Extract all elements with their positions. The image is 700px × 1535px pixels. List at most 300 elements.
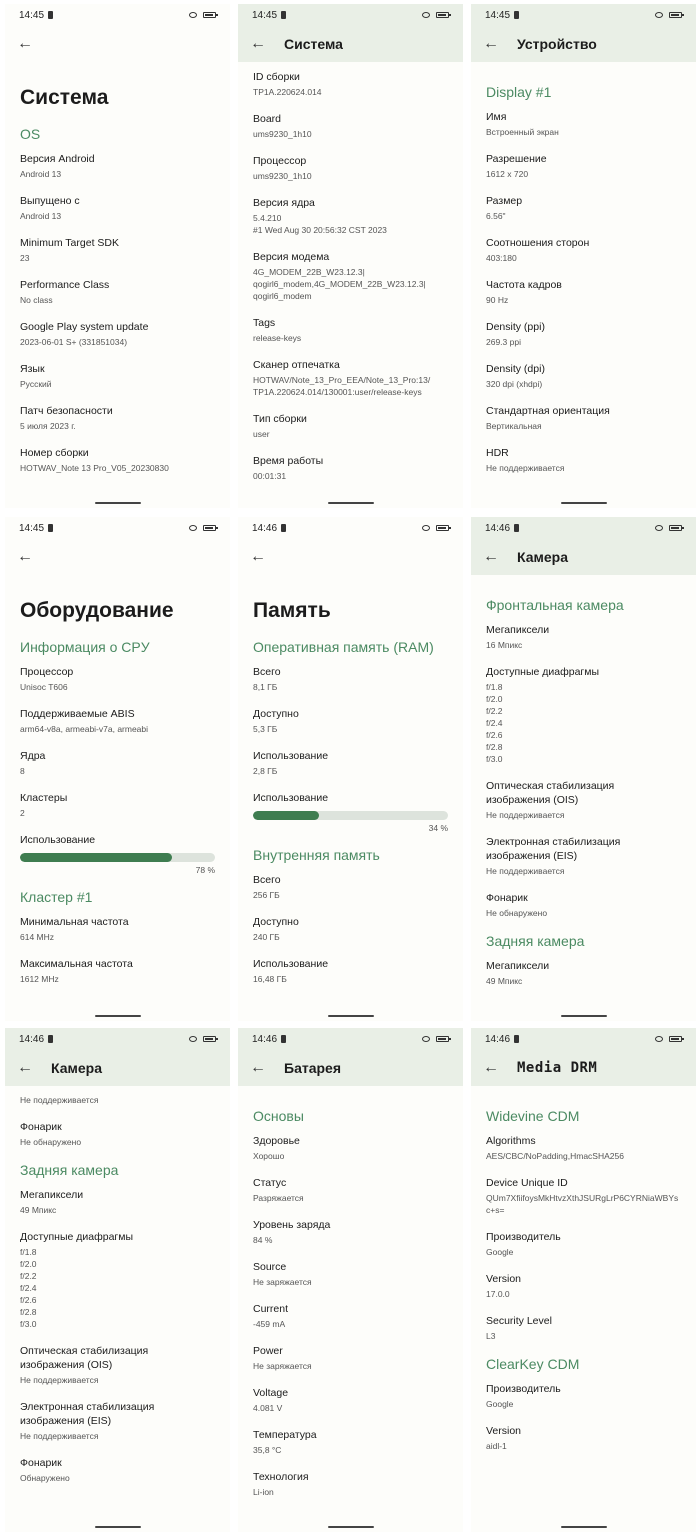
info-item[interactable] xyxy=(238,412,463,440)
lock-icon xyxy=(514,11,519,19)
screen-content xyxy=(238,623,463,985)
screen-panel xyxy=(238,4,463,508)
info-label: Использование xyxy=(253,958,329,970)
info-item[interactable] xyxy=(471,1314,696,1342)
info-value: AES/CBC/NoPadding,HmacSHA256 xyxy=(486,1151,624,1161)
lock-icon xyxy=(281,1035,286,1043)
info-item[interactable] xyxy=(238,1344,463,1372)
info-label: Доступные диафрагмы xyxy=(20,1231,134,1243)
info-label: Размер xyxy=(486,195,523,207)
info-value: 5.4.210 #1 Wed Aug 30 20:56:32 CST 2023 xyxy=(253,213,387,235)
home-indicator[interactable] xyxy=(95,1015,141,1017)
info-item[interactable] xyxy=(471,320,696,348)
screen-title: Память xyxy=(253,599,331,622)
status-bar xyxy=(471,517,696,539)
info-label: Электронная стабилизация изображения (EIS) xyxy=(486,836,621,862)
screen-title: Media DRM xyxy=(517,1060,598,1076)
info-item[interactable] xyxy=(5,707,230,735)
eye-icon xyxy=(189,525,197,531)
info-value: 1612 x 720 xyxy=(486,169,529,179)
app-bar xyxy=(471,26,696,62)
eye-icon xyxy=(422,12,430,18)
info-label: Максимальная частота xyxy=(20,958,133,970)
info-item[interactable] xyxy=(238,250,463,302)
info-item[interactable] xyxy=(471,1176,696,1216)
info-label: Здоровье xyxy=(253,1135,300,1147)
info-value: Google xyxy=(486,1247,514,1257)
info-value: f/1.8 f/2.0 f/2.2 f/2.4 f/2.6 f/2.8 f/3.0 xyxy=(486,682,503,764)
info-label: Производитель xyxy=(486,1231,561,1243)
info-value: 4.081 V xyxy=(253,1403,283,1413)
info-label: Density (dpi) xyxy=(486,363,545,375)
info-item[interactable] xyxy=(238,1260,463,1288)
info-item[interactable] xyxy=(471,1134,696,1162)
info-label: Оптическая стабилизация изображения (OIS) xyxy=(486,780,615,806)
info-value: Не поддерживается xyxy=(20,1431,99,1441)
lock-icon xyxy=(281,524,286,532)
info-item[interactable] xyxy=(5,362,230,390)
info-value: Не поддерживается xyxy=(486,810,565,820)
info-value: 8,1 ГБ xyxy=(253,682,278,692)
info-item[interactable] xyxy=(5,152,230,180)
info-value: 4G_MODEM_22B_W23.12.3| qogirl6_modem,4G_MODEM_22B_W23.12.3| qogirl6_modem xyxy=(253,267,426,301)
info-item[interactable] xyxy=(238,196,463,236)
info-value: 35,8 °C xyxy=(253,1445,282,1455)
info-value: 240 ГБ xyxy=(253,932,280,942)
app-bar xyxy=(471,539,696,575)
info-value: 269.3 ppi xyxy=(486,337,521,347)
usage-progress-bar xyxy=(20,853,215,862)
battery-icon xyxy=(203,12,216,18)
info-item[interactable] xyxy=(5,1230,230,1330)
info-value: Встроенный экран xyxy=(486,127,559,137)
info-item[interactable] xyxy=(471,835,696,877)
info-label: Уровень заряда xyxy=(253,1219,331,1231)
lock-icon xyxy=(48,524,53,532)
status-time: 14:45 xyxy=(252,9,278,21)
home-indicator[interactable] xyxy=(95,1526,141,1528)
info-value: QUm7XfiifoysMkHtvzXthJSURgLrP6CYRNiaWBYsc+s= xyxy=(486,1193,679,1215)
info-label: Использование xyxy=(20,834,96,846)
info-label: Имя xyxy=(486,111,507,123)
battery-icon xyxy=(669,525,682,531)
battery-icon xyxy=(436,525,449,531)
info-item[interactable] xyxy=(238,1470,463,1498)
info-value: L3 xyxy=(486,1331,496,1341)
info-item[interactable] xyxy=(5,957,230,985)
info-label: Voltage xyxy=(253,1387,289,1399)
info-label: Фонарик xyxy=(20,1457,62,1469)
eye-icon xyxy=(655,12,663,18)
screen-content xyxy=(471,1086,696,1452)
info-label: Current xyxy=(253,1303,289,1315)
screen-panel xyxy=(5,517,230,1021)
home-indicator[interactable] xyxy=(561,502,607,504)
info-value: HOTWAV_Note 13 Pro_V05_20230830 xyxy=(20,463,169,473)
info-label: Security Level xyxy=(486,1315,552,1327)
info-item[interactable] xyxy=(5,194,230,222)
info-item[interactable] xyxy=(471,1424,696,1452)
info-item[interactable] xyxy=(471,665,696,765)
info-value: Не поддерживается xyxy=(486,463,565,473)
home-indicator[interactable] xyxy=(95,502,141,504)
home-indicator[interactable] xyxy=(561,1015,607,1017)
info-label: Кластеры xyxy=(20,792,68,804)
screen-panel xyxy=(5,4,230,508)
status-time: 14:45 xyxy=(19,9,45,21)
back-arrow-icon[interactable]: ← xyxy=(483,1059,499,1076)
info-label: Tags xyxy=(253,317,276,329)
info-value: 16 Мпикс xyxy=(486,640,523,650)
info-value: 5 июля 2023 г. xyxy=(20,421,76,431)
app-bar xyxy=(5,1050,230,1086)
screen-panel xyxy=(471,1028,696,1532)
status-bar xyxy=(471,1028,696,1050)
status-bar xyxy=(238,517,463,539)
back-arrow-icon[interactable]: ← xyxy=(17,35,33,52)
info-value: Не заряжается xyxy=(253,1361,312,1371)
info-value: -459 mA xyxy=(253,1319,286,1329)
status-bar xyxy=(5,517,230,539)
usage-percent: 78 % xyxy=(195,865,215,875)
home-indicator[interactable] xyxy=(328,1526,374,1528)
info-item[interactable] xyxy=(5,1456,230,1484)
info-item[interactable] xyxy=(471,1272,696,1300)
info-label: Power xyxy=(253,1345,283,1357)
section-header: Информация о CPУ xyxy=(20,639,150,655)
battery-icon xyxy=(203,525,216,531)
info-item[interactable] xyxy=(238,665,463,693)
info-label: Фонарик xyxy=(486,892,528,904)
info-label: Device Unique ID xyxy=(486,1177,568,1189)
home-indicator[interactable] xyxy=(328,502,374,504)
info-value: Не обнаружено xyxy=(20,1137,82,1147)
info-value: 23 xyxy=(20,253,30,263)
lock-icon xyxy=(48,1035,53,1043)
info-value: Google xyxy=(486,1399,514,1409)
info-item[interactable] xyxy=(471,404,696,432)
info-label: Мегапиксели xyxy=(20,1189,84,1201)
info-value: 16,48 ГБ xyxy=(253,974,287,984)
info-label: Версия ядра xyxy=(253,197,315,209)
info-label: Доступные диафрагмы xyxy=(486,666,600,678)
info-label: Патч безопасности xyxy=(20,405,113,417)
info-value: 256 ГБ xyxy=(253,890,280,900)
section-header: Кластер #1 xyxy=(20,889,93,905)
info-label: Использование xyxy=(253,792,329,804)
info-label: Google Play system update xyxy=(20,321,149,333)
app-bar xyxy=(5,539,230,575)
app-bar xyxy=(471,1050,696,1086)
info-label: Всего xyxy=(253,666,281,678)
info-label: Версия Android xyxy=(20,153,95,165)
eye-icon xyxy=(189,1036,197,1042)
info-label: Тип сборки xyxy=(253,413,307,425)
info-item[interactable] xyxy=(471,152,696,180)
info-item[interactable] xyxy=(238,1218,463,1246)
app-bar xyxy=(238,26,463,62)
info-item[interactable] xyxy=(471,779,696,821)
screen-panel xyxy=(238,517,463,1021)
screen-title: Оборудование xyxy=(20,599,174,622)
info-value: Android 13 xyxy=(20,211,62,221)
back-arrow-icon[interactable]: ← xyxy=(250,548,266,565)
section-header: Задняя камера xyxy=(486,933,585,949)
info-item[interactable] xyxy=(471,278,696,306)
lock-icon xyxy=(48,11,53,19)
app-bar xyxy=(5,26,230,62)
info-label: Электронная стабилизация изображения (EIS) xyxy=(20,1401,155,1427)
info-label: Performance Class xyxy=(20,279,110,291)
info-item[interactable] xyxy=(5,749,230,777)
info-value: Разряжается xyxy=(253,1193,304,1203)
home-indicator[interactable] xyxy=(561,1526,607,1528)
info-value: Русский xyxy=(20,379,52,389)
screen-title: Система xyxy=(20,86,109,109)
status-time: 14:46 xyxy=(485,1033,511,1045)
info-item[interactable] xyxy=(238,1176,463,1204)
status-bar xyxy=(5,1028,230,1050)
info-item[interactable] xyxy=(471,236,696,264)
info-label: Version xyxy=(486,1425,522,1437)
info-value: 84 % xyxy=(253,1235,273,1245)
info-item[interactable] xyxy=(5,236,230,264)
info-value: Android 13 xyxy=(20,169,62,179)
info-label: Ядра xyxy=(20,750,46,762)
info-label: Мегапиксели xyxy=(486,624,550,636)
info-label: Минимальная частота xyxy=(20,916,129,928)
info-item[interactable] xyxy=(471,362,696,390)
status-time: 14:46 xyxy=(252,522,278,534)
back-arrow-icon[interactable]: ← xyxy=(483,35,499,52)
eye-icon xyxy=(655,525,663,531)
screen-title: Батарея xyxy=(284,1060,341,1076)
app-bar xyxy=(238,539,463,575)
info-item[interactable] xyxy=(238,1428,463,1456)
section-header: OS xyxy=(20,126,41,142)
info-value: 2,8 ГБ xyxy=(253,766,278,776)
battery-icon xyxy=(436,1036,449,1042)
eye-icon xyxy=(655,1036,663,1042)
info-item[interactable] xyxy=(238,316,463,344)
info-label: Время работы xyxy=(253,455,324,467)
info-value: 320 dpi (xhdpi) xyxy=(486,379,543,389)
info-value: Не заряжается xyxy=(253,1277,312,1287)
eye-icon xyxy=(189,12,197,18)
status-time: 14:45 xyxy=(485,9,511,21)
back-arrow-icon[interactable]: ← xyxy=(250,1059,266,1076)
info-item[interactable] xyxy=(5,1344,230,1386)
info-value: 614 MHz xyxy=(20,932,55,942)
progress-fill xyxy=(253,811,319,820)
usage-item xyxy=(5,833,230,847)
info-item[interactable] xyxy=(238,1134,463,1162)
info-label: Фонарик xyxy=(20,1121,62,1133)
info-value: release-keys xyxy=(253,333,302,343)
eye-icon xyxy=(422,525,430,531)
info-item[interactable] xyxy=(471,623,696,651)
info-item[interactable] xyxy=(471,194,696,222)
info-label: Стандартная ориентация xyxy=(486,405,610,417)
info-value: Обнаружено xyxy=(20,1473,70,1483)
info-item[interactable] xyxy=(471,1230,696,1258)
usage-progress-bar xyxy=(253,811,448,820)
info-label: Разрешение xyxy=(486,153,547,165)
usage-percent: 34 % xyxy=(428,823,448,833)
screen-panel xyxy=(471,4,696,508)
info-value: 403:180 xyxy=(486,253,517,263)
info-value: aidl-1 xyxy=(486,1441,507,1451)
info-label: ID сборки xyxy=(253,71,300,83)
info-label: Использование xyxy=(253,750,329,762)
info-item[interactable] xyxy=(471,1382,696,1410)
info-item[interactable] xyxy=(238,154,463,182)
info-value: Unisoc T606 xyxy=(20,682,68,692)
info-item[interactable] xyxy=(238,454,463,482)
screen-title: Система xyxy=(284,36,343,52)
info-value: ums9230_1h10 xyxy=(253,129,312,139)
screen-content xyxy=(238,1086,463,1498)
section-header: ClearKey CDM xyxy=(486,1356,580,1372)
info-value: user xyxy=(253,429,270,439)
info-value: Вертикальная xyxy=(486,421,542,431)
info-item[interactable] xyxy=(238,915,463,943)
screen-content xyxy=(5,1086,230,1484)
info-item[interactable] xyxy=(5,320,230,348)
screen-content xyxy=(471,575,696,987)
info-value: 2 xyxy=(20,808,25,818)
screen-title: Камера xyxy=(51,1060,102,1076)
info-item[interactable] xyxy=(238,873,463,901)
info-label: Соотношения сторон xyxy=(486,237,590,249)
section-header: Фронтальная камера xyxy=(486,597,624,613)
info-item[interactable] xyxy=(238,112,463,140)
info-item[interactable] xyxy=(238,749,463,777)
status-bar xyxy=(238,1028,463,1050)
screen-panel xyxy=(238,1028,463,1532)
info-value: 49 Мпикс xyxy=(486,976,523,986)
info-label: Язык xyxy=(20,363,45,375)
lock-icon xyxy=(514,1035,519,1043)
section-header: Основы xyxy=(253,1108,304,1124)
info-value: TP1A.220624.014 xyxy=(253,87,322,97)
info-value: HOTWAV/Note_13_Pro_EEA/Note_13_Pro:13/ TP1A.220624.014/130001:user/release-keys xyxy=(253,375,431,397)
back-arrow-icon[interactable]: ← xyxy=(250,35,266,52)
section-header: Внутренняя память xyxy=(253,847,380,863)
info-item[interactable] xyxy=(471,891,696,919)
info-label: Source xyxy=(253,1261,287,1273)
info-item xyxy=(5,1094,230,1106)
info-label: Версия модема xyxy=(253,251,330,263)
info-label: Оптическая стабилизация изображения (OIS) xyxy=(20,1345,149,1371)
info-label: Температура xyxy=(253,1429,317,1441)
info-item[interactable] xyxy=(5,278,230,306)
info-label: Номер сборки xyxy=(20,447,89,459)
info-label: Процессор xyxy=(253,155,307,167)
status-bar xyxy=(238,4,463,26)
info-item[interactable] xyxy=(5,915,230,943)
section-header: Задняя камера xyxy=(20,1162,119,1178)
info-label: Мегапиксели xyxy=(486,960,550,972)
info-item[interactable] xyxy=(238,1302,463,1330)
info-value: 00:01:31 xyxy=(253,471,287,481)
eye-icon xyxy=(422,1036,430,1042)
info-value: ums9230_1h10 xyxy=(253,171,312,181)
battery-icon xyxy=(669,12,682,18)
lock-icon xyxy=(514,524,519,532)
info-item[interactable] xyxy=(5,1188,230,1216)
info-value: 8 xyxy=(20,766,25,776)
info-label: Algorithms xyxy=(486,1135,536,1147)
status-bar xyxy=(5,4,230,26)
info-item[interactable] xyxy=(5,404,230,432)
info-label: Статус xyxy=(253,1177,287,1189)
battery-icon xyxy=(203,1036,216,1042)
info-value: Не поддерживается xyxy=(486,866,565,876)
battery-icon xyxy=(669,1036,682,1042)
info-item[interactable] xyxy=(471,110,696,138)
screen-content xyxy=(471,62,696,474)
back-arrow-icon[interactable]: ← xyxy=(17,548,33,565)
info-item[interactable] xyxy=(5,446,230,474)
info-label: Производитель xyxy=(486,1383,561,1395)
section-header: Оперативная память (RAM) xyxy=(253,639,434,655)
info-value: Li-ion xyxy=(253,1487,274,1497)
info-value: Хорошо xyxy=(253,1151,285,1161)
screen-content xyxy=(5,110,230,474)
section-header: Display #1 xyxy=(486,84,552,100)
info-value: 5,3 ГБ xyxy=(253,724,278,734)
info-label: Доступно xyxy=(253,708,299,720)
info-value: 1612 MHz xyxy=(20,974,59,984)
usage-item xyxy=(238,791,463,805)
app-bar xyxy=(238,1050,463,1086)
info-item[interactable] xyxy=(238,358,463,398)
status-time: 14:46 xyxy=(485,522,511,534)
info-label: HDR xyxy=(486,447,509,459)
info-label: Выпущено с xyxy=(20,195,80,207)
screen-panel xyxy=(5,1028,230,1532)
screen-title: Устройство xyxy=(517,36,597,52)
info-item[interactable] xyxy=(238,1386,463,1414)
info-value: 2023-06-01 S+ (331851034) xyxy=(20,337,128,347)
info-item[interactable] xyxy=(238,707,463,735)
screen-content xyxy=(5,623,230,985)
info-label: Частота кадров xyxy=(486,279,562,291)
info-item[interactable] xyxy=(471,446,696,474)
info-value: Не обнаружено xyxy=(486,908,548,918)
status-time: 14:46 xyxy=(252,1033,278,1045)
info-item[interactable] xyxy=(238,957,463,985)
info-label: Процессор xyxy=(20,666,74,678)
info-item[interactable] xyxy=(238,70,463,98)
info-item[interactable] xyxy=(5,665,230,693)
info-item[interactable] xyxy=(5,791,230,819)
info-value: 6.56" xyxy=(486,211,506,221)
back-arrow-icon[interactable]: ← xyxy=(483,548,499,565)
info-item[interactable] xyxy=(5,1400,230,1442)
home-indicator[interactable] xyxy=(328,1015,374,1017)
info-label: Всего xyxy=(253,874,281,886)
status-time: 14:46 xyxy=(19,1033,45,1045)
back-arrow-icon[interactable]: ← xyxy=(17,1059,33,1076)
status-bar xyxy=(471,4,696,26)
info-item[interactable] xyxy=(5,1120,230,1148)
info-value: 90 Hz xyxy=(486,295,509,305)
info-item[interactable] xyxy=(471,959,696,987)
info-value: Не поддерживается xyxy=(20,1375,99,1385)
info-value: 17.0.0 xyxy=(486,1289,510,1299)
